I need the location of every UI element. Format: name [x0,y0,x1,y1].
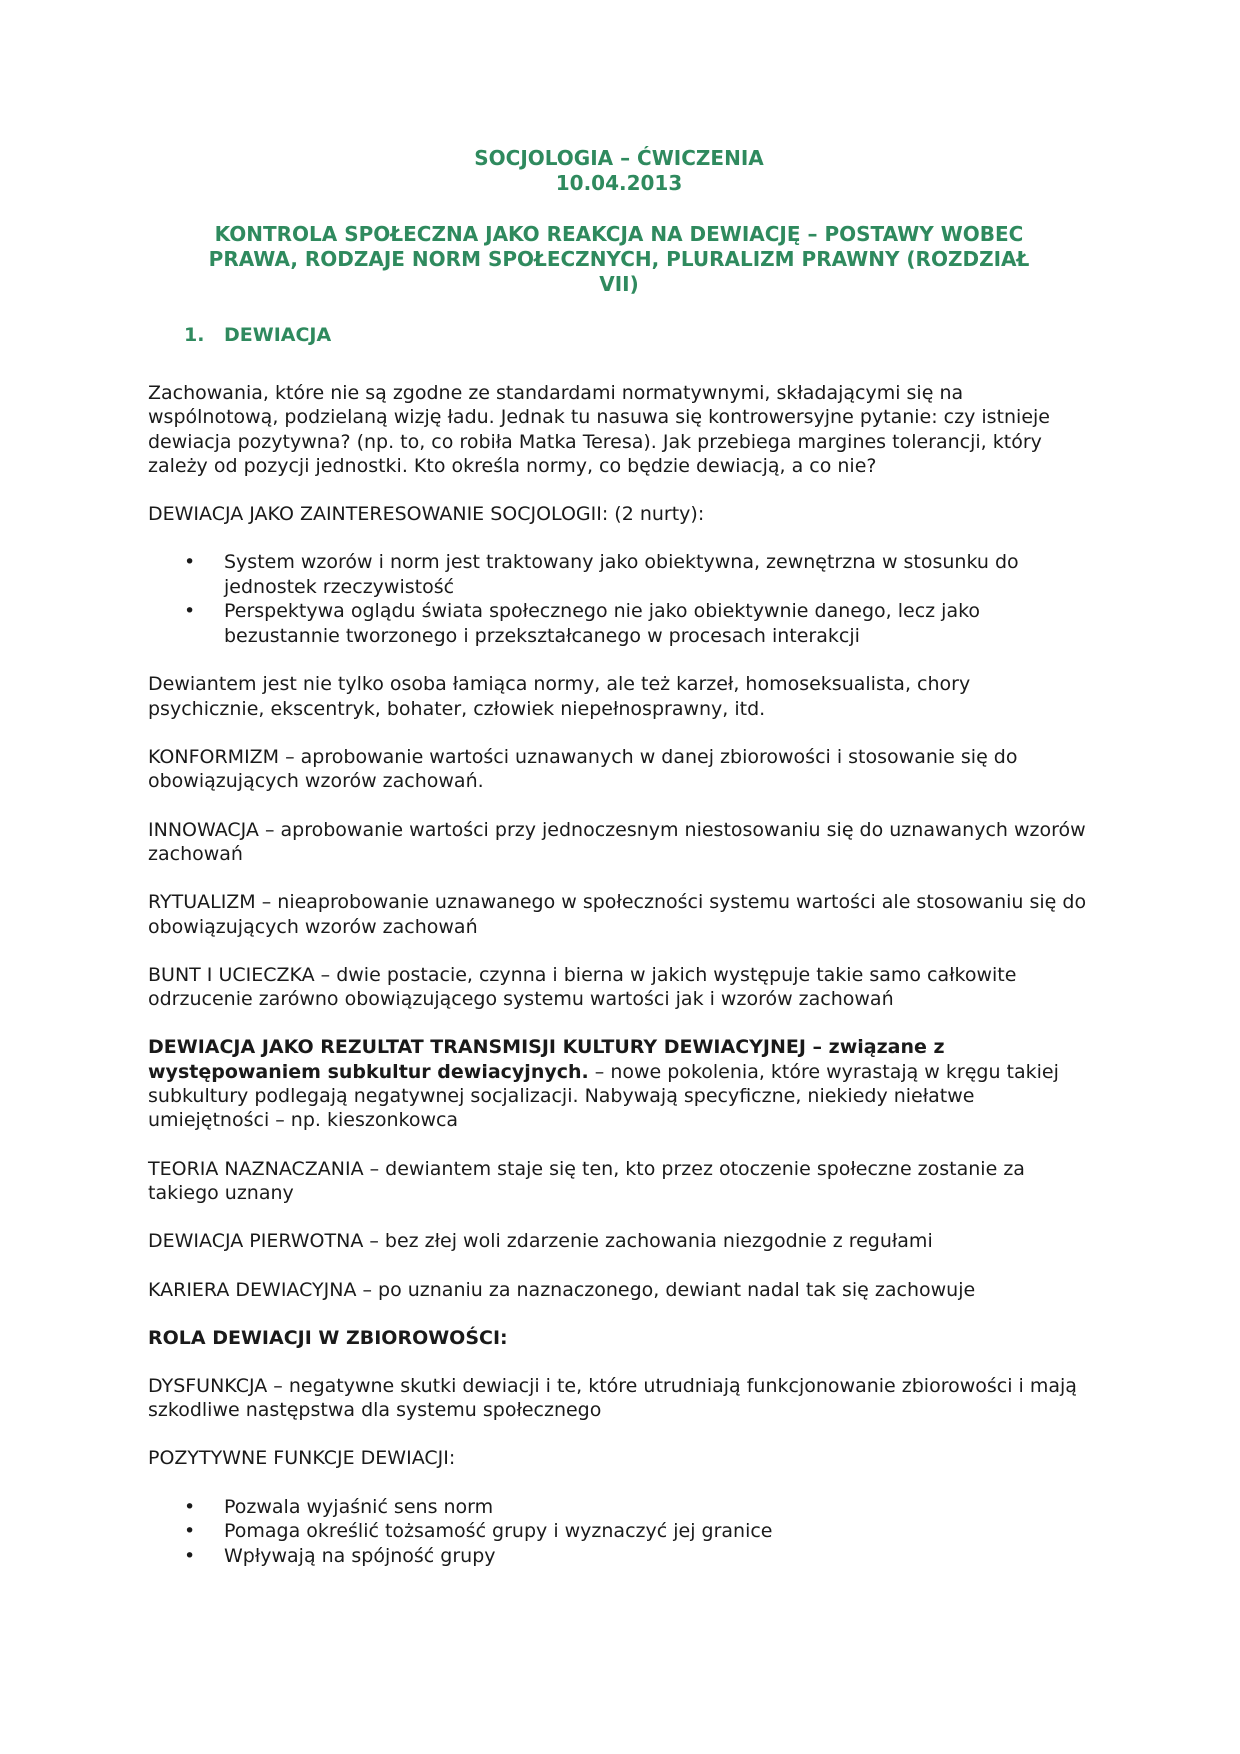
transmission-paragraph [148,1035,1090,1132]
list-item [148,1544,1090,1569]
document-page [148,146,1090,1568]
topic-title-line-3: VII) [599,272,639,296]
bullet-icon: • [184,1520,196,1543]
intro-paragraph: Zachowania, które nie są zgodne ze standardami normatywnymi, składającymi się na wspólnotową, podzielaną wizję ładu. Jednak tu nasuwa się kontrowersyjne pytanie: czy istnieje dewiacja pozytywna? (np. to, co robiła Matka Teresa). Jak przebiega margines tolerancji, który zależy od pozycji jednostki. Kto określa normy, co będzie dewiacją, a co nie? [148,382,1050,477]
document-title [148,146,1090,196]
rebellion-paragraph: BUNT I UCIECZKA – dwie postacie, czynna i bierna w jakich występuje takie samo całkowite odrzucenie zarówno obowiązującego systemu wartości jak i wzorów zachowań [148,963,1017,1011]
topic-title-line-2: PRAWA, RODZAJE NORM SPOŁECZNYCH, PLURALIZM PRAWNY (ROZDZIAŁ [208,247,1030,271]
bullet-icon: • [184,1495,196,1518]
list-item [148,599,1090,648]
list-item-text: Perspektywa oglądu świata społecznego nie jako obiektywnie danego, lecz jako bezustannie tworzonego i przekształcanego w procesach interakcji [224,600,981,647]
list-item-text: Pozwala wyjaśnić sens norm [224,1495,494,1518]
transmission-bold-text: DEWIACJA JAKO REZULTAT TRANSMISJI KULTURY DEWIACYJNEJ – związane z występowaniem subkultur dewiacyjnych. [148,1036,945,1083]
topic-title-line-1: KONTROLA SPOŁECZNA JAKO REAKCJA NA DEWIACJĘ – POSTAWY WOBEC [214,222,1024,246]
dysfunction-paragraph: DYSFUNKCJA – negatywne skutki dewiacji i te, które utrudniają funkcjonowanie zbiorowości i mają szkodliwe następstwa dla systemu społecznego [148,1374,1077,1422]
conformism-paragraph: KONFORMIZM – aprobowanie wartości uznawanych w danej zbiorowości i stosowanie się do obowiązujących wzorów zachowań. [148,746,1018,793]
bullet-icon: • [184,551,196,574]
primary-deviation-paragraph: DEWIACJA PIERWOTNA – bez złej woli zdarzenie zachowania niezgodnie z regułami [148,1230,933,1253]
deviant-paragraph: Dewiantem jest nie tylko osoba łamiąca normy, ale też karzeł, homoseksualista, chory psychicznie, ekscentryk, bohater, człowiek niepełnosprawny, itd. [148,673,971,720]
bullet-icon: • [184,600,196,623]
transmission-text: – nowe pokolenia, które wyrastają w kręgu takiej subkultury podlegają negatywnej socjalizacji. Nabywają specyficzne, niekiedy niełatwe umiejętności – np. kieszonkowca [148,1060,1059,1132]
interest-heading: DEWIACJA JAKO ZAINTERESOWANIE SOCJOLOGII: (2 nurty): [148,503,705,526]
list-item [148,1495,1090,1520]
interest-bullet-list [148,550,1090,648]
positive-functions-heading: POZYTYWNE FUNKCJE DEWIACJI: [148,1447,456,1470]
labeling-paragraph: TEORIA NAZNACZANIA – dewiantem staje się ten, kto przez otoczenie społeczne zostanie za takiego uznany [148,1157,1025,1204]
list-item-text: Pomaga określić tożsamość grupy i wyznaczyć jej granice [224,1520,773,1543]
course-title: SOCJOLOGIA – ĆWICZENIA [474,146,764,170]
deviant-career-paragraph: KARIERA DEWIACYJNA – po uznaniu za naznaczonego, dewiant nadal tak się zachowuje [148,1278,976,1301]
list-item [148,550,1090,599]
list-item-text: System wzorów i norm jest traktowany jako obiektywna, zewnętrzna w stosunku do jednostek rzeczywistość [224,551,1019,598]
positive-functions-list [148,1495,1090,1569]
section-number: 1. [184,324,205,346]
role-heading: ROLA DEWIACJI W ZBIOROWOŚCI: [148,1326,508,1349]
topic-title [148,222,1090,297]
ritualism-paragraph: RYTUALIZM – nieaprobowanie uznawanego w społeczności systemu wartości ale stosowaniu się do obowiązujących wzorów zachowań [148,891,1087,938]
list-item-text: Wpływają na spójność grupy [224,1544,496,1567]
bullet-icon: • [184,1544,196,1567]
section-title: DEWIACJA [224,324,332,346]
section-heading [148,323,1090,347]
lecture-date: 10.04.2013 [555,171,683,195]
list-item [148,1519,1090,1544]
innovation-paragraph: INNOWACJA – aprobowanie wartości przy jednoczesnym niestosowaniu się do uznawanych wzorów zachowań [148,818,1086,865]
